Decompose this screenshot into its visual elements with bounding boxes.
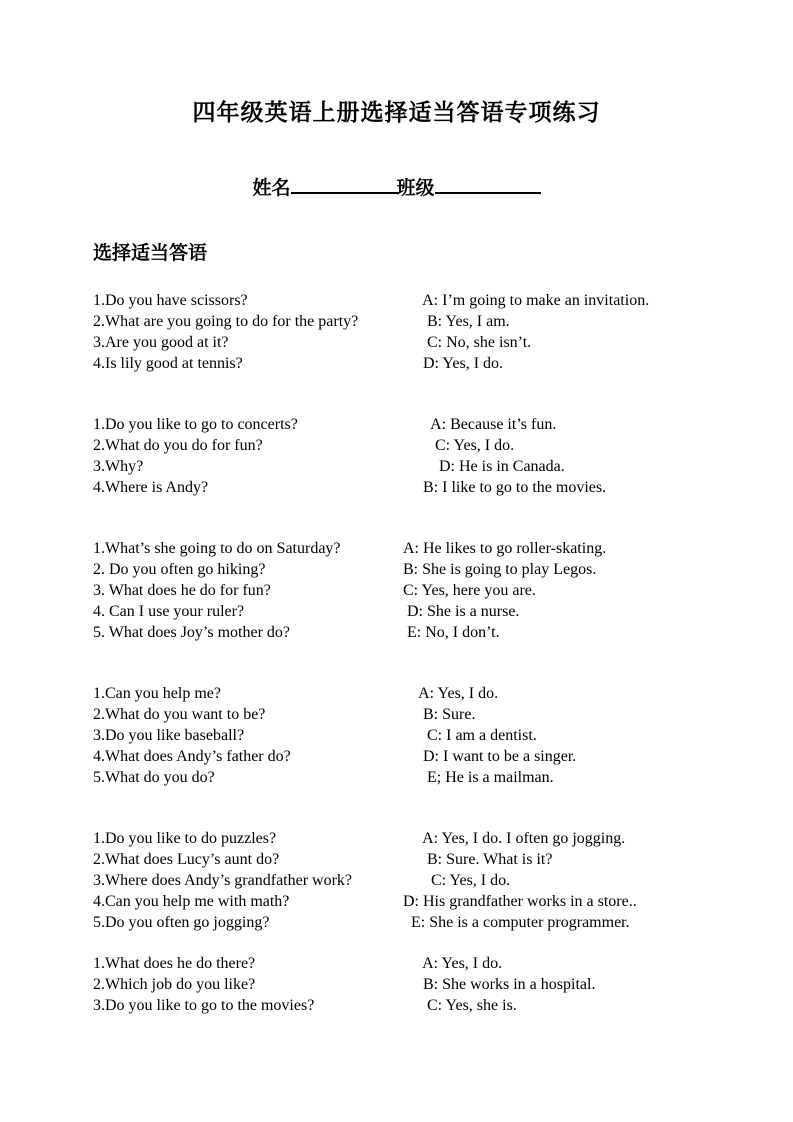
exercise-row [93,704,753,725]
exercise-row [93,995,753,1016]
answer-option-text: C: Yes, she is. [403,996,517,1014]
answer-option-text: B: She works in a hospital. [403,975,596,993]
question-text: 1.Do you like to go to concerts? [93,415,298,433]
class-label: 班级 [396,176,435,199]
question-text: 4.What does Andy’s father do? [93,747,291,765]
exercise-row [93,746,753,767]
exercise-row [93,290,753,311]
answer-option-text: D: His grandfather works in a store.. [403,892,637,910]
question-text: 3.Are you good at it? [93,333,229,351]
answer-option-text: B: I like to go to the movies. [403,478,607,496]
section-heading: 选择适当答语 [93,241,208,264]
exercise-row [93,353,753,374]
exercise-row [93,683,753,704]
exercise-row [93,580,753,601]
question-text: 2.What do you do for fun? [93,436,263,454]
answer-option-text: A: Yes, I do. [403,684,499,702]
answer-option-text: D: He is in Canada. [403,457,565,475]
exercise-row [93,622,753,643]
answer-option-text: C: Yes, here you are. [403,581,536,599]
question-text: 5.What do you do? [93,768,215,786]
answer-option-text: E: No, I don’t. [403,623,500,641]
name-label: 姓名 [252,176,291,199]
name-blank-underline [291,172,397,194]
answer-option-text: A: I’m going to make an invitation. [403,291,650,309]
question-text: 5.Do you often go jogging? [93,913,270,931]
answer-option-text: C: I am a dentist. [403,726,537,744]
class-blank-underline [435,172,541,194]
answer-option-text: A: Yes, I do. I often go jogging. [403,829,626,847]
answer-option-text: E; He is a mailman. [403,768,554,786]
exercise-row [93,538,753,559]
question-text: 1.What does he do there? [93,954,256,972]
answer-option-text: C: Yes, I do. [403,871,511,889]
answer-option-text: D: I want to be a singer. [403,747,577,765]
question-text: 3.Where does Andy’s grandfather work? [93,871,353,889]
answer-option-text: B: She is going to play Legos. [403,560,597,578]
question-text: 4.Where is Andy? [93,478,209,496]
question-text: 4.Is lily good at tennis? [93,354,243,372]
answer-option-text: A: Yes, I do. [403,954,503,972]
answer-option-text: C: Yes, I do. [403,436,515,454]
question-group [93,683,753,788]
question-text: 5. What does Joy’s mother do? [93,623,291,641]
exercise-row [93,456,753,477]
question-text: 2.What does Lucy’s aunt do? [93,850,280,868]
exercise-row [93,870,753,891]
exercise-row [93,477,753,498]
page-title: 四年级英语上册选择适当答语专项练习 [192,100,601,126]
question-group [93,953,753,1016]
question-text: 3.Do you like baseball? [93,726,245,744]
answer-option-text: B: Yes, I am. [403,312,510,330]
question-text: 1.Can you help me? [93,684,221,702]
question-text: 2.What are you going to do for the party? [93,312,359,330]
exercise-row [93,953,753,974]
worksheet-body [0,240,793,1016]
question-text: 3. What does he do for fun? [93,581,271,599]
exercise-row [93,725,753,746]
exercise-row [93,912,753,933]
exercise-row [93,332,753,353]
exercise-row [93,974,753,995]
answer-option-text: B: Sure. What is it? [403,850,553,868]
answer-option-text: A: Because it’s fun. [403,415,557,433]
answer-option-text: E: She is a computer programmer. [403,913,630,931]
question-group [93,290,753,374]
question-group [93,828,753,933]
question-text: 1.What’s she going to do on Saturday? [93,539,341,557]
question-text: 2. Do you often go hiking? [93,560,266,578]
answer-option-text: A: He likes to go roller-skating. [403,539,607,557]
question-text: 3.Why? [93,457,144,475]
answer-option-text: D: She is a nurse. [403,602,520,620]
exercise-row [93,767,753,788]
answer-option-text: B: Sure. [403,705,476,723]
exercise-groups [93,290,753,1016]
question-group [93,538,753,643]
question-text: 3.Do you like to go to the movies? [93,996,315,1014]
answer-option-text: D: Yes, I do. [403,354,504,372]
question-text: 2.Which job do you like? [93,975,256,993]
answer-option-text: C: No, she isn’t. [403,333,532,351]
exercise-row [93,559,753,580]
question-text: 1.Do you have scissors? [93,291,248,309]
exercise-row [93,601,753,622]
name-class-line [0,172,793,200]
question-group [93,414,753,498]
question-text: 1.Do you like to do puzzles? [93,829,277,847]
question-text: 2.What do you want to be? [93,705,266,723]
exercise-row [93,435,753,456]
exercise-row [93,849,753,870]
question-text: 4. Can I use your ruler? [93,602,245,620]
exercise-row [93,828,753,849]
exercise-row [93,891,753,912]
exercise-row [93,311,753,332]
question-text: 4.Can you help me with math? [93,892,290,910]
exercise-row [93,414,753,435]
